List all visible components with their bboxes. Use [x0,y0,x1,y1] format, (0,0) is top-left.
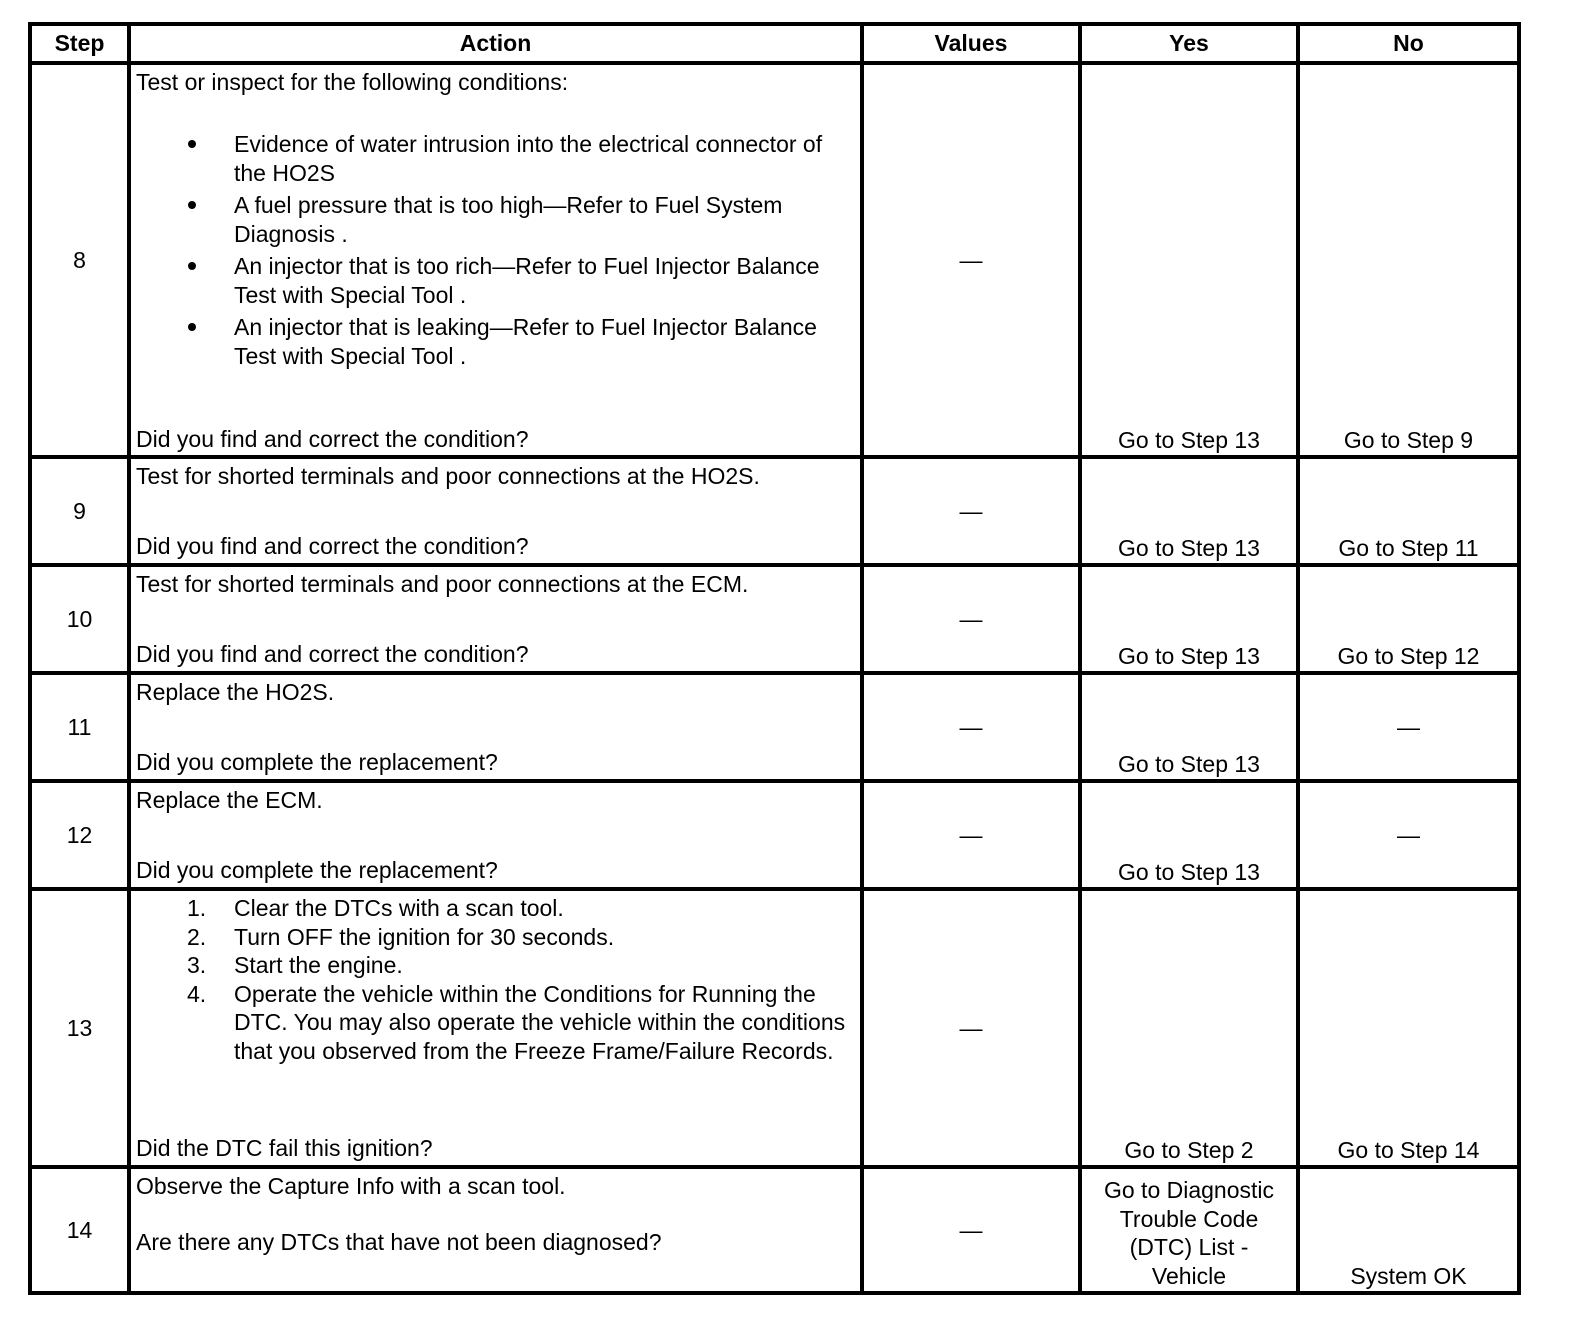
diagnostic-table [28,22,1521,1295]
step-number: 14 [30,1167,129,1293]
action-question: Did you find and correct the condition? [136,533,529,559]
action-cell [129,781,862,889]
action-cell [129,565,862,673]
action-cell [129,457,862,565]
no-cell: Go to Step 11 [1298,457,1519,565]
action-question: Did you complete the replacement? [136,857,498,883]
list-text: Clear the DTCs with a scan tool. [234,895,564,921]
table-row [30,889,1519,1167]
action-intro: Test or inspect for the following conditions: [136,69,569,95]
list-item [187,951,854,980]
action-intro: Test for shorted terminals and poor connections at the HO2S. [136,463,760,489]
action-intro: Replace the HO2S. [136,679,335,705]
values-cell: — [862,781,1080,889]
header-yes: Yes [1080,24,1298,63]
table-row [30,63,1519,457]
action-question: Did you complete the replacement? [136,749,498,775]
list-text: Operate the vehicle within the Conditions for Running the DTC. You may also operate the vehicle within the conditions that you observed from the Freeze Frame/Failure Records. [234,980,846,1064]
no-cell: — [1298,781,1519,889]
values-cell: — [862,889,1080,1167]
table-row [30,673,1519,781]
list-item: An injector that is leaking—Refer to Fuel Injector Balance Test with Special Tool . [234,313,854,370]
list-text: Start the engine. [234,952,403,978]
yes-cell: Go to Step 2 [1080,889,1298,1167]
list-number: 2. [187,923,207,950]
header-no: No [1298,24,1519,63]
table-row [30,565,1519,673]
list-item: A fuel pressure that is too high—Refer to Fuel System Diagnosis . [234,191,854,248]
values-cell: — [862,565,1080,673]
no-cell: Go to Step 9 [1298,63,1519,457]
step-number: 11 [30,673,129,781]
action-intro: Replace the ECM. [136,787,323,813]
values-cell: — [862,457,1080,565]
no-cell: — [1298,673,1519,781]
action-intro: Test for shorted terminals and poor connections at the ECM. [136,571,749,597]
yes-cell: Go to Step 13 [1080,565,1298,673]
action-cell [129,63,862,457]
header-row [30,24,1519,63]
header-action: Action [129,24,862,63]
table-row [30,781,1519,889]
list-item: Evidence of water intrusion into the electrical connector of the HO2S [234,130,854,187]
action-cell [129,673,862,781]
list-item: An injector that is too rich—Refer to Fuel Injector Balance Test with Special Tool . [234,252,854,309]
action-cell [129,889,862,1167]
step-number: 9 [30,457,129,565]
yes-cell: Go to Diagnostic Trouble Code (DTC) List - Vehicle [1080,1167,1298,1293]
values-cell: — [862,673,1080,781]
yes-cell: Go to Step 13 [1080,673,1298,781]
condition-list [136,130,854,370]
procedure-list [136,894,854,1065]
action-intro: Observe the Capture Info with a scan tool. [136,1173,566,1199]
action-cell [129,1167,862,1293]
yes-cell: Go to Step 13 [1080,781,1298,889]
list-number: 1. [187,895,207,921]
list-item [187,894,854,923]
values-cell: — [862,1167,1080,1293]
list-text: Turn OFF the ignition for 30 seconds. [234,923,615,950]
list-number: 3. [187,952,207,978]
table-row [30,457,1519,565]
no-cell: Go to Step 12 [1298,565,1519,673]
header-step: Step [30,24,129,63]
table-row [30,1167,1519,1293]
action-question: Did you find and correct the condition? [136,426,529,452]
step-number: 8 [30,63,129,457]
header-values: Values [862,24,1080,63]
action-question: Did you find and correct the condition? [136,641,529,667]
no-cell: Go to Step 14 [1298,889,1519,1167]
step-number: 12 [30,781,129,889]
list-number: 4. [187,980,207,1007]
values-cell: — [862,63,1080,457]
list-item [187,980,854,1066]
action-question: Are there any DTCs that have not been diagnosed? [136,1229,662,1255]
step-number: 10 [30,565,129,673]
yes-cell: Go to Step 13 [1080,63,1298,457]
step-number: 13 [30,889,129,1167]
list-item [187,923,854,952]
yes-cell: Go to Step 13 [1080,457,1298,565]
action-question: Did the DTC fail this ignition? [136,1135,433,1161]
no-cell: System OK [1298,1167,1519,1293]
